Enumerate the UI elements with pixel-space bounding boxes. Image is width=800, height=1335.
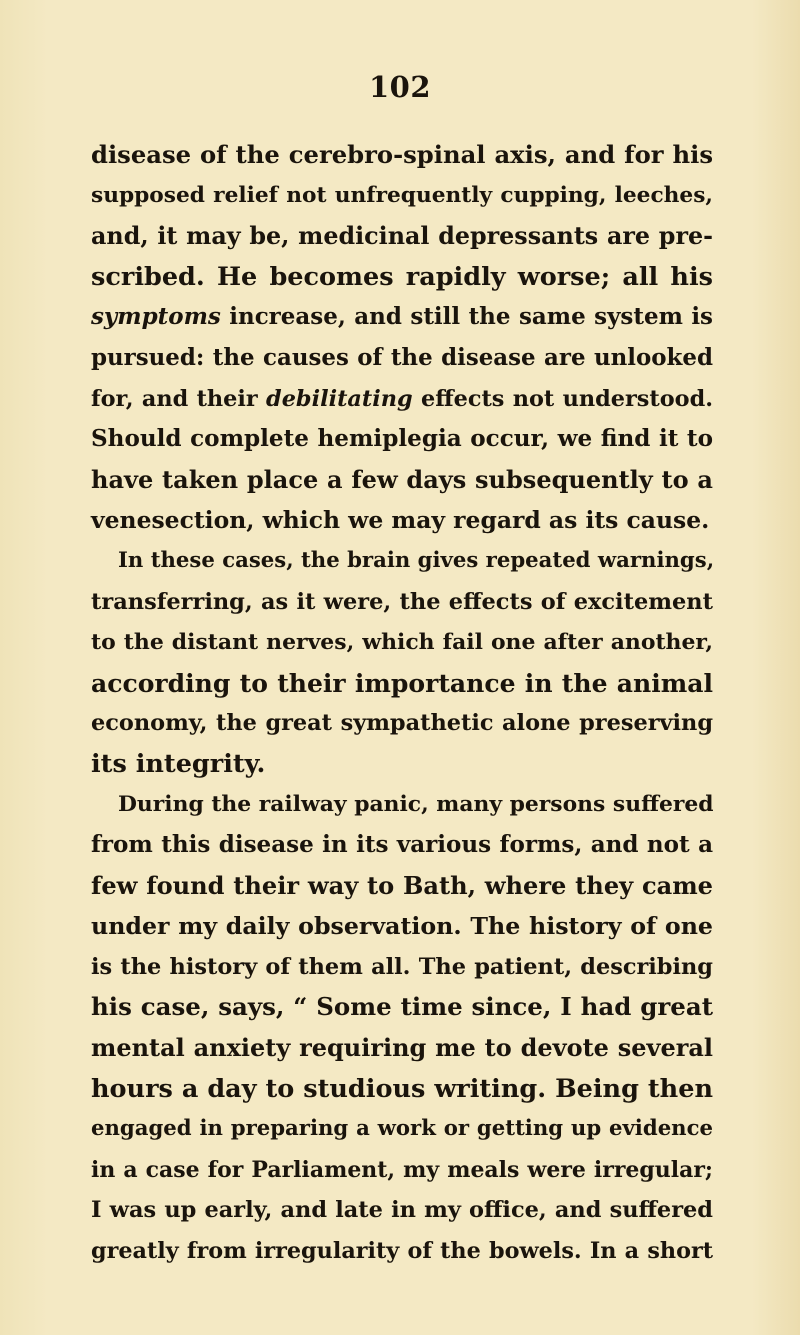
text-line: pursued: the causes of the disease are unlooked <box>91 343 713 371</box>
text-line: economy, the great sympathetic alone preserving <box>91 710 713 737</box>
text-line: from this disease in its various forms, and not a <box>91 831 713 859</box>
text-line: according to their importance in the animal <box>91 667 713 698</box>
text-line: supposed relief not unfrequently cupping, leeches, <box>91 182 713 208</box>
text-line: venesection, which we may regard as its cause. <box>91 506 710 535</box>
text-line: under my daily observation. The history of one <box>91 912 713 941</box>
paragraph-start-line: During the railway panic, many persons suffered <box>118 791 714 817</box>
text-line: hours a day to studious writing. Being then <box>91 1073 713 1104</box>
italic-word: debilitating <box>266 385 413 412</box>
text-line: mental anxiety requiring me to devote several <box>91 1033 713 1063</box>
text-line: have taken place a few days subsequently to a <box>91 464 713 494</box>
line-text-before: for, and their <box>91 385 267 412</box>
text-line: its integrity. <box>91 748 266 779</box>
text-line: in a case for Parliament, my meals were irregular; <box>91 1156 713 1183</box>
text-line <box>91 297 713 338</box>
text-line: to the distant nerves, which fail one after another, <box>91 629 713 656</box>
text-line: few found their way to Bath, where they came <box>91 870 713 900</box>
page-number: 102 <box>368 70 432 104</box>
text-line <box>91 379 713 420</box>
text-line: Should complete hemiplegia occur, we find it to <box>91 425 713 453</box>
text-line: disease of the cerebro-spinal axis, and for his <box>91 140 713 169</box>
italic-word: symptoms <box>91 303 221 331</box>
text-line: and, it may be, medicinal depressants are pre- <box>91 222 713 251</box>
text-line: I was up early, and late in my office, and suffered <box>91 1197 713 1224</box>
text-line: engaged in preparing a work or getting up evidence <box>91 1116 713 1142</box>
text-line: his case, says, “ Some time since, I had great <box>91 992 713 1022</box>
line-text-after: increase, and still the same system is <box>220 303 713 331</box>
text-line: greatly from irregularity of the bowels. In a short <box>91 1238 713 1265</box>
text-line: scribed. He becomes rapidly worse; all his <box>91 261 713 292</box>
text-line: is the history of them all. The patient, describing <box>91 953 713 980</box>
paragraph-start-line: In these cases, the brain gives repeated warnings, <box>118 547 715 573</box>
line-text-after: effects not understood. <box>412 385 713 412</box>
text-line: transferring, as it were, the effects of excitement <box>91 588 713 615</box>
body-text <box>91 135 713 1272</box>
